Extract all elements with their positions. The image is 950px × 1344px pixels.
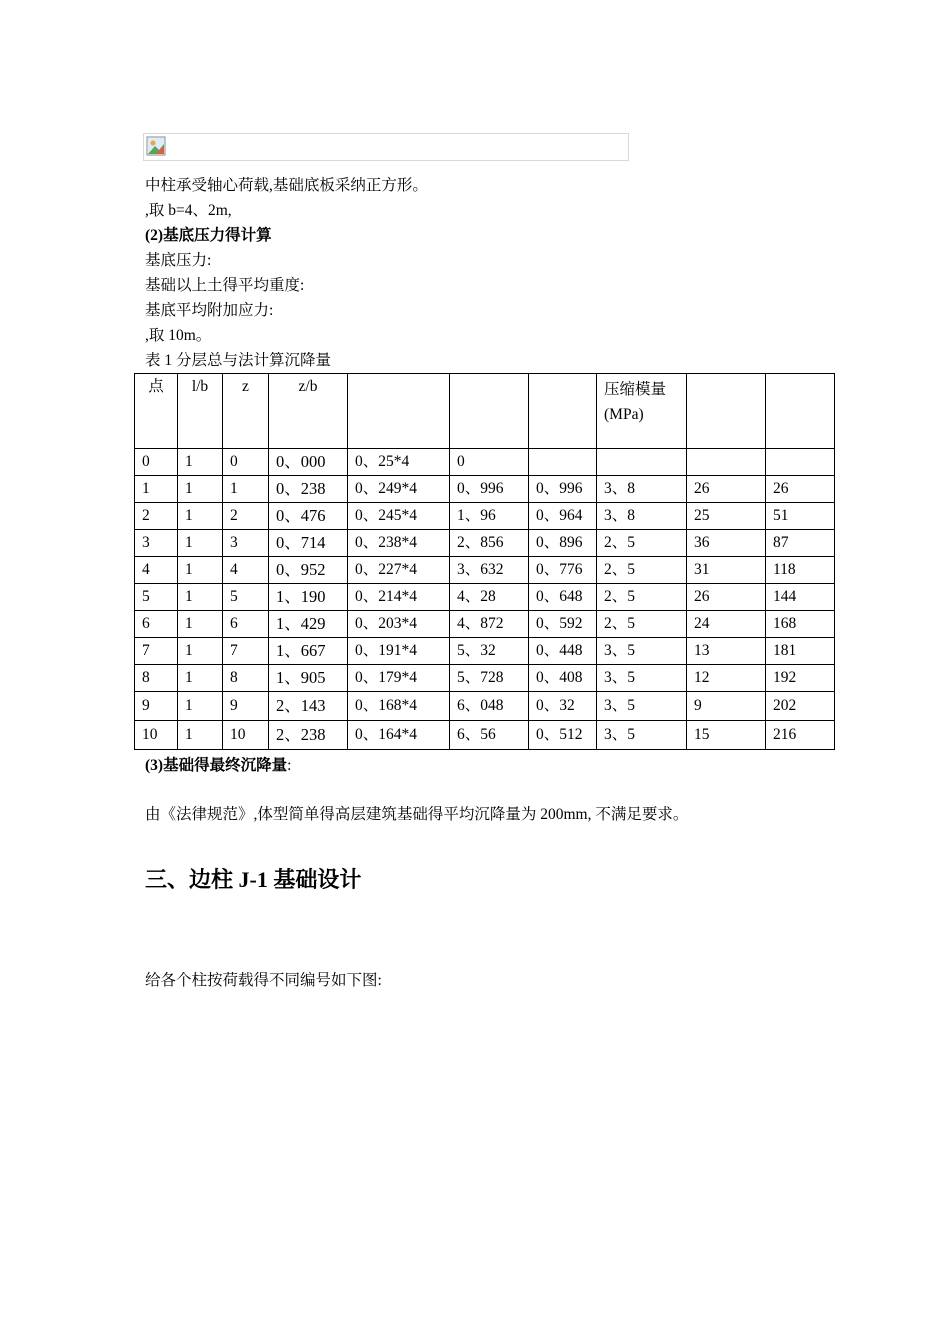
text-line: 给各个柱按荷载得不同编号如下图:: [145, 972, 382, 989]
table-cell: 9: [687, 692, 766, 721]
table-cell: 13: [687, 638, 766, 665]
table-cell: 8: [135, 665, 178, 692]
table-cell: 3、8: [597, 503, 687, 530]
table-cell: [766, 449, 835, 476]
table-cell: 0、164*4: [348, 721, 450, 750]
table-cell: 216: [766, 721, 835, 750]
table-row: [135, 584, 835, 611]
table-cell: 181: [766, 638, 835, 665]
table-cell: 3、5: [597, 692, 687, 721]
table-cell: 0、952: [269, 557, 348, 584]
text-line: [145, 756, 291, 776]
table-cell: 0、476: [269, 503, 348, 530]
table-cell: 1: [178, 638, 223, 665]
table-cell: 6: [135, 611, 178, 638]
table-cell: 12: [687, 665, 766, 692]
table-cell: 26: [687, 476, 766, 503]
table-cell: 1: [135, 476, 178, 503]
table-cell: 1: [178, 665, 223, 692]
table-cell: 0、191*4: [348, 638, 450, 665]
table-cell: [687, 449, 766, 476]
image-placeholder: [143, 133, 629, 161]
table-cell: 2: [135, 503, 178, 530]
table-cell: 3: [223, 530, 269, 557]
table-row: [135, 692, 835, 721]
table-cell: 26: [687, 584, 766, 611]
table-cell: 1: [178, 503, 223, 530]
table-cell: 2、5: [597, 611, 687, 638]
table-cell: 1、905: [269, 665, 348, 692]
table-cell: 2、5: [597, 530, 687, 557]
table-cell: 0、203*4: [348, 611, 450, 638]
table-header-cell: z: [223, 374, 269, 449]
table-cell: 7: [223, 638, 269, 665]
table-header-cell: [529, 374, 597, 449]
table-cell: 15: [687, 721, 766, 750]
table-cell: 0、32: [529, 692, 597, 721]
table-cell: 0、238*4: [348, 530, 450, 557]
table-cell: 0、512: [529, 721, 597, 750]
table-row: [135, 476, 835, 503]
table-cell: 0、996: [529, 476, 597, 503]
table-cell: 144: [766, 584, 835, 611]
text-line: 基底平均附加应力:: [145, 302, 274, 319]
table-header-cell: 压缩模量(MPa): [597, 374, 687, 449]
section-heading: 三、边柱 J-1 基础设计: [145, 867, 362, 892]
table-cell: 8: [223, 665, 269, 692]
table-cell: 1、667: [269, 638, 348, 665]
table-cell: 0、448: [529, 638, 597, 665]
table-cell: 1: [178, 557, 223, 584]
table-cell: 3、8: [597, 476, 687, 503]
table-cell: 1: [178, 530, 223, 557]
table-cell: 1: [178, 721, 223, 750]
table-cell: 1: [223, 476, 269, 503]
text-line: 基底压力:: [145, 252, 212, 269]
table-cell: 0: [223, 449, 269, 476]
table-header-cell: [766, 374, 835, 449]
table-header-row: [135, 374, 835, 449]
table-caption: 表 1 分层总与法计算沉降量: [145, 352, 332, 369]
table-header-cell: z/b: [269, 374, 348, 449]
table-cell: 9: [223, 692, 269, 721]
table-cell: [529, 449, 597, 476]
table-cell: 2、5: [597, 557, 687, 584]
table-cell: 0、249*4: [348, 476, 450, 503]
table-cell: 0、648: [529, 584, 597, 611]
section-subheading: (3)基础得最终沉降量: [145, 757, 288, 774]
table-row: [135, 449, 835, 476]
table-row: [135, 721, 835, 750]
table-cell: 0、168*4: [348, 692, 450, 721]
text-line: ,取 b=4、2m,: [145, 202, 232, 219]
table-cell: 36: [687, 530, 766, 557]
table-cell: 24: [687, 611, 766, 638]
table-cell: 0、179*4: [348, 665, 450, 692]
table-cell: 2、143: [269, 692, 348, 721]
table-header-cell: [450, 374, 529, 449]
table-cell: 0、214*4: [348, 584, 450, 611]
table-cell: 25: [687, 503, 766, 530]
table-cell: 4: [135, 557, 178, 584]
table-cell: 0、245*4: [348, 503, 450, 530]
table-cell: 3、5: [597, 638, 687, 665]
table-row: [135, 503, 835, 530]
text-line: 中柱承受轴心荷载,基础底板采纳正方形。: [145, 177, 428, 194]
table-cell: 10: [223, 721, 269, 750]
table-row: [135, 638, 835, 665]
table-cell: 0、238: [269, 476, 348, 503]
table-cell: 1、96: [450, 503, 529, 530]
table-cell: 5: [223, 584, 269, 611]
table-cell: 2、856: [450, 530, 529, 557]
section-subheading: (2)基底压力得计算: [145, 227, 272, 244]
table-cell: 6、56: [450, 721, 529, 750]
table-cell: 26: [766, 476, 835, 503]
table-row: [135, 557, 835, 584]
broken-image-icon: [146, 136, 166, 156]
table-header-cell: [687, 374, 766, 449]
table-cell: 4、872: [450, 611, 529, 638]
table-cell: 1、429: [269, 611, 348, 638]
table-cell: 10: [135, 721, 178, 750]
table-cell: 0、996: [450, 476, 529, 503]
table-cell: 0: [135, 449, 178, 476]
table-cell: 0、714: [269, 530, 348, 557]
table-header-cell: 点: [135, 374, 178, 449]
table-cell: 1: [178, 692, 223, 721]
table-cell: 0、227*4: [348, 557, 450, 584]
table-cell: 2: [223, 503, 269, 530]
table-cell: 1: [178, 449, 223, 476]
table-cell: 0、408: [529, 665, 597, 692]
table-cell: 202: [766, 692, 835, 721]
text-line: ,取 10m。: [145, 327, 212, 344]
table-row: [135, 665, 835, 692]
table-cell: 118: [766, 557, 835, 584]
table-cell: 4: [223, 557, 269, 584]
text-line: 基础以上土得平均重度:: [145, 277, 305, 294]
table-row: [135, 530, 835, 557]
table-cell: 3、632: [450, 557, 529, 584]
table-cell: 4、28: [450, 584, 529, 611]
table-header-cell: [348, 374, 450, 449]
table-cell: 0、000: [269, 449, 348, 476]
table-header-cell: l/b: [178, 374, 223, 449]
table-cell: [597, 449, 687, 476]
table-cell: 5: [135, 584, 178, 611]
table-cell: 2、238: [269, 721, 348, 750]
table-cell: 3、5: [597, 665, 687, 692]
table-cell: 87: [766, 530, 835, 557]
table-cell: 1: [178, 584, 223, 611]
table-cell: 168: [766, 611, 835, 638]
table-cell: 0、25*4: [348, 449, 450, 476]
table-cell: 1: [178, 476, 223, 503]
table-cell: 192: [766, 665, 835, 692]
table-cell: 31: [687, 557, 766, 584]
table-cell: 5、728: [450, 665, 529, 692]
table-cell: 3、5: [597, 721, 687, 750]
table-cell: 9: [135, 692, 178, 721]
text-fragment: :: [287, 757, 292, 774]
table-cell: 6、048: [450, 692, 529, 721]
table-cell: 0、776: [529, 557, 597, 584]
table-cell: 51: [766, 503, 835, 530]
settlement-table: [134, 373, 835, 750]
table-cell: 0、964: [529, 503, 597, 530]
table-cell: 7: [135, 638, 178, 665]
table-cell: 0、896: [529, 530, 597, 557]
table-row: [135, 611, 835, 638]
table-cell: 1: [178, 611, 223, 638]
table-cell: 0: [450, 449, 529, 476]
text-line: 由《法律规范》,体型简单得高层建筑基础得平均沉降量为 200mm, 不满足要求。: [145, 806, 689, 823]
table-cell: 0、592: [529, 611, 597, 638]
table-cell: 1、190: [269, 584, 348, 611]
table-cell: 5、32: [450, 638, 529, 665]
table-cell: 6: [223, 611, 269, 638]
table-cell: 2、5: [597, 584, 687, 611]
table-cell: 3: [135, 530, 178, 557]
